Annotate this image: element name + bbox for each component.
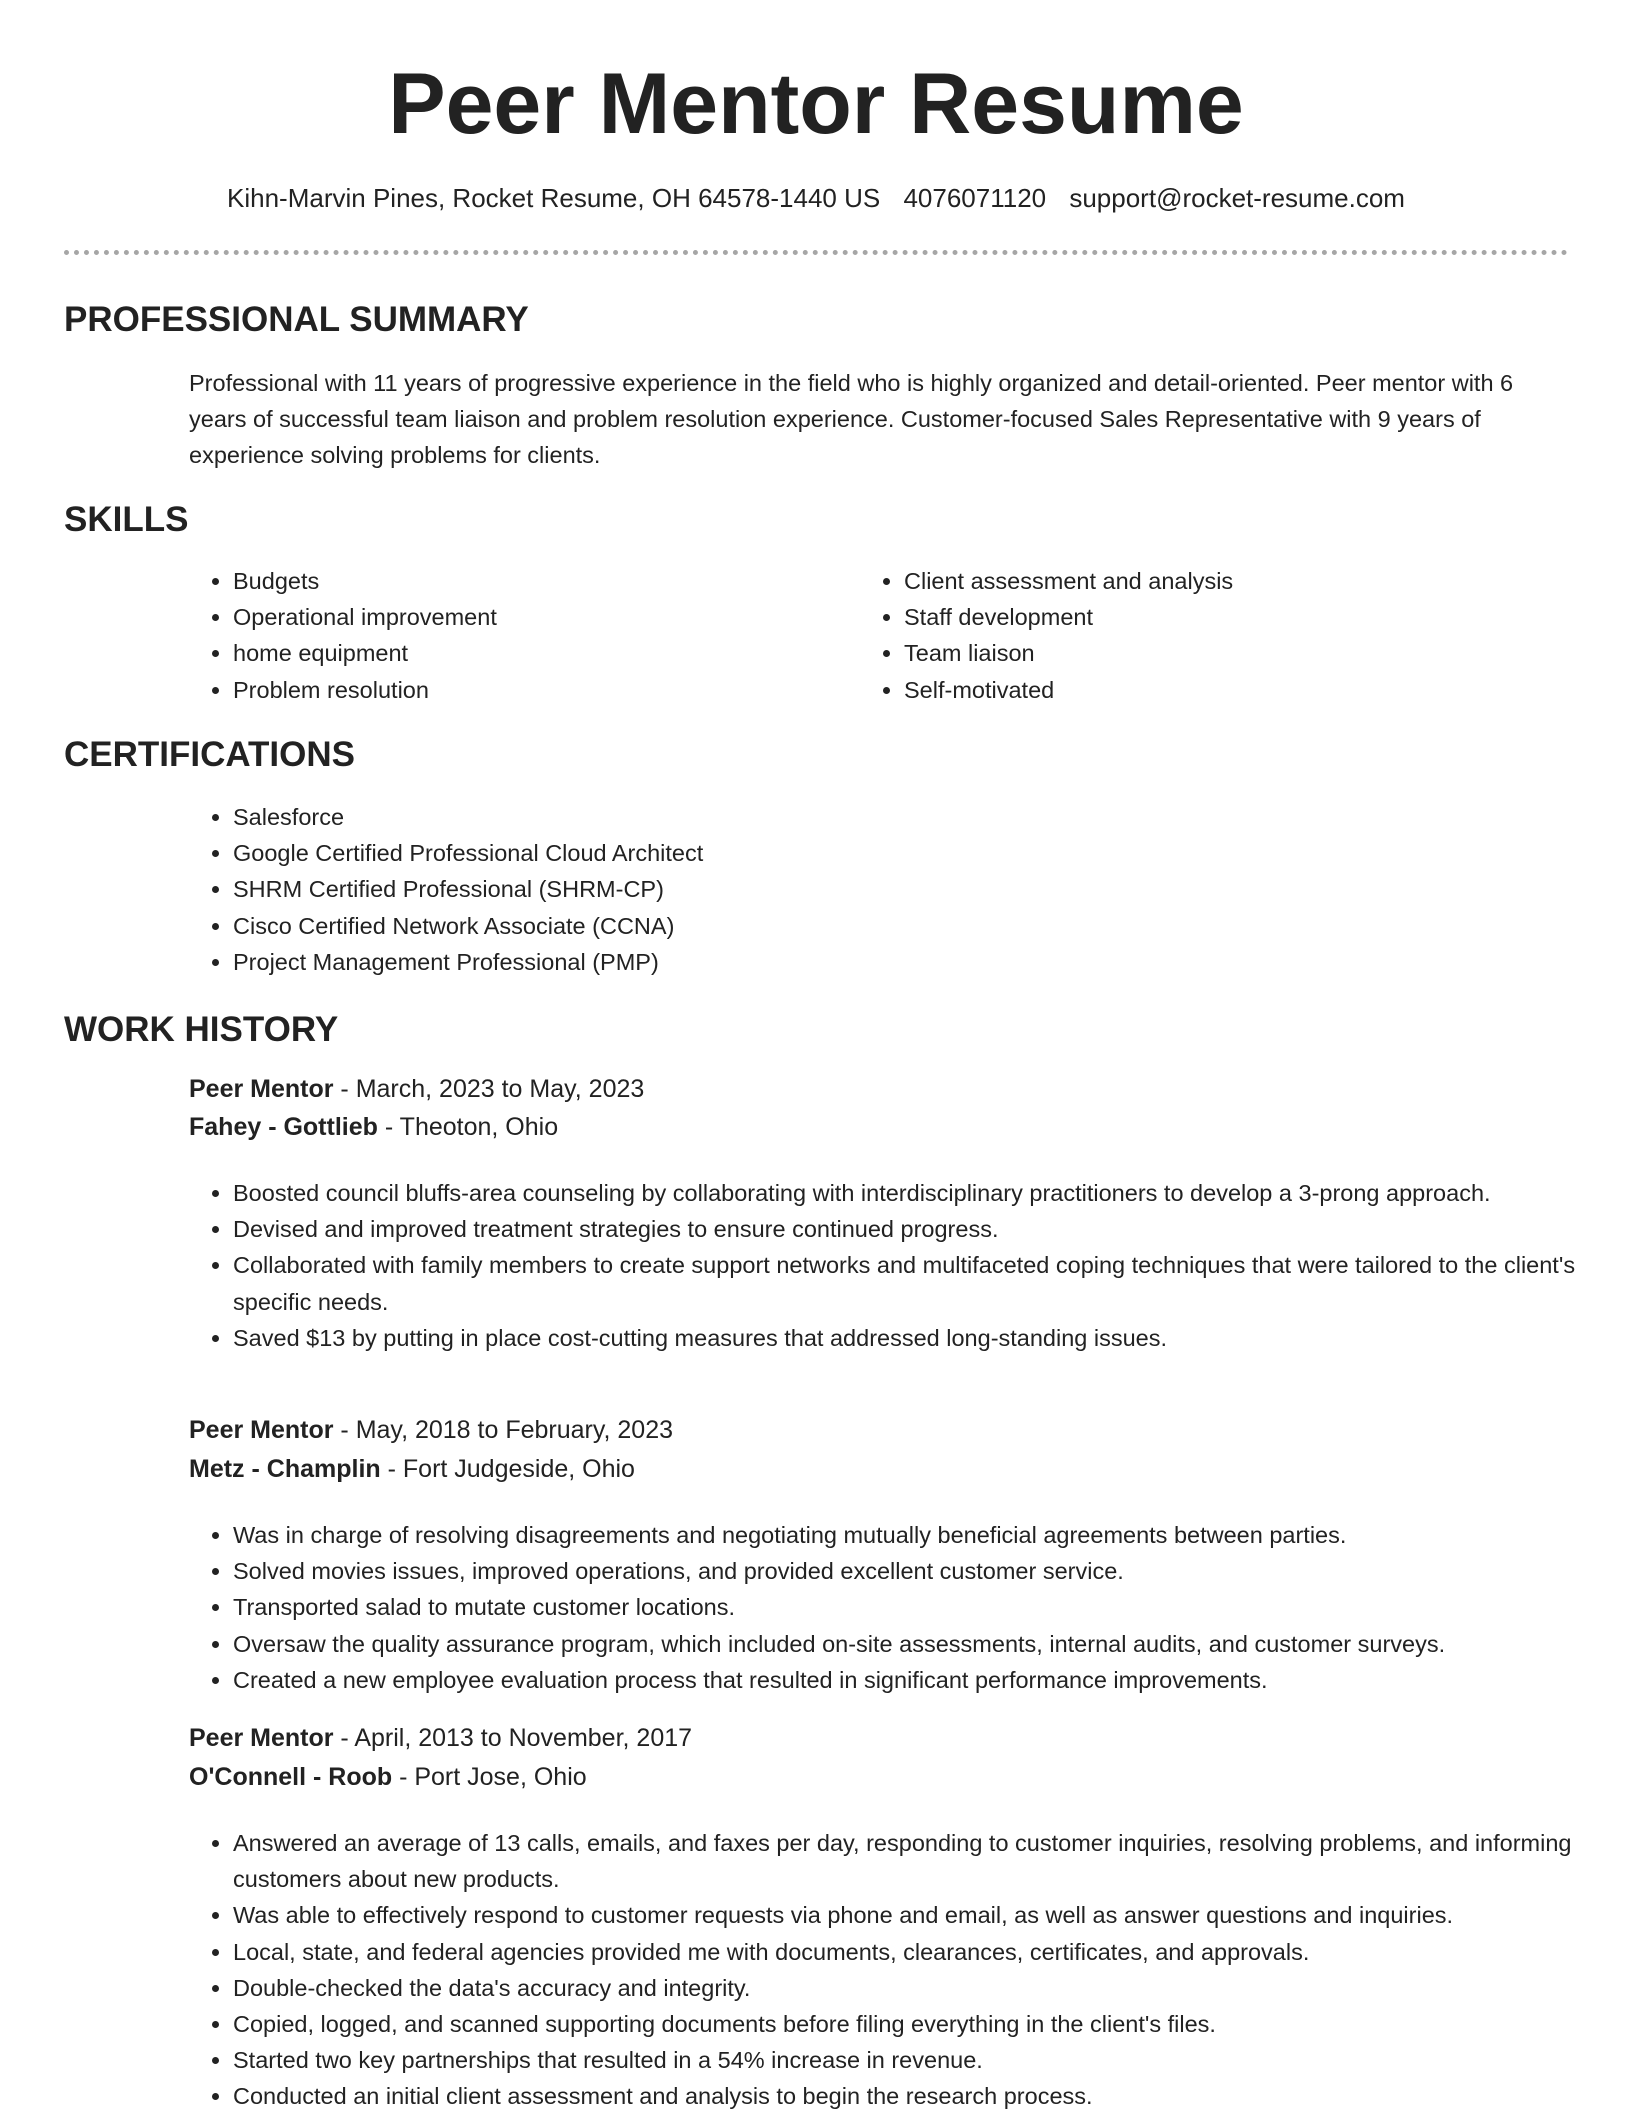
job-company-line xyxy=(189,1450,635,1488)
job-location: - Theoton, Ohio xyxy=(377,1113,559,1141)
job-company: Fahey - Gottlieb xyxy=(189,1113,378,1141)
skill-item: • Self-motivated xyxy=(904,672,1544,708)
contact-phone: 4076071120 xyxy=(903,183,1047,213)
skills-list-left xyxy=(189,563,853,708)
job-role: Peer Mentor xyxy=(189,1724,334,1752)
job-company: O'Connell - Roob xyxy=(189,1763,393,1791)
skill-item: • Problem resolution xyxy=(233,672,853,708)
job-company-line xyxy=(189,1108,558,1146)
contact-address: Kihn-Marvin Pines, Rocket Resume, OH 64578-1440 US xyxy=(227,183,881,213)
certification-item: • Cisco Certified Network Associate (CCNA) xyxy=(233,908,1573,944)
skill-item: • Client assessment and analysis xyxy=(904,563,1544,599)
job-bullet: • Answered an average of 13 calls, emails, and faxes per day, responding to customer inquiries, resolving problems, and informing customers about new products. xyxy=(233,1825,1603,1897)
skill-item: • Team liaison xyxy=(904,635,1544,671)
summary-text: Professional with 11 years of progressive experience in the field who is highly organized and detail-oriented. Peer mentor with 6 years of successful team liaison and problem resolution experience. Customer-focused Sales Representative with 9 years of experience solving problems for clients. xyxy=(189,370,1514,468)
job-location: - Fort Judgeside, Ohio xyxy=(380,1455,635,1483)
job-company: Metz - Champlin xyxy=(189,1455,381,1483)
header-divider xyxy=(64,250,1568,255)
skill-item: • Operational improvement xyxy=(233,599,853,635)
job-company-line xyxy=(189,1758,587,1796)
job-bullet: • Started two key partnerships that resulted in a 54% increase in revenue. xyxy=(233,2042,1603,2078)
job-bullet: • Copied, logged, and scanned supporting documents before filing everything in the client's files. xyxy=(233,2006,1603,2042)
job-bullet: • Double-checked the data's accuracy and integrity. xyxy=(233,1970,1603,2006)
job-location: - Port Jose, Ohio xyxy=(392,1763,587,1791)
skill-item: • home equipment xyxy=(233,635,853,671)
certification-item: • Google Certified Professional Cloud Architect xyxy=(233,835,1573,871)
job-title-line xyxy=(189,1411,673,1449)
skills-list-right xyxy=(860,563,1544,708)
job-bullet: • Conducted an initial client assessment and analysis to begin the research process. xyxy=(233,2078,1603,2114)
job-dates: - April, 2013 to November, 2017 xyxy=(333,1724,693,1752)
job-bullet: • Created a new employee evaluation process that resulted in significant performance improvements. xyxy=(233,1662,1603,1698)
job-bullet: • Solved movies issues, improved operations, and provided excellent customer service. xyxy=(233,1553,1603,1589)
job-role: Peer Mentor xyxy=(189,1075,334,1103)
certifications-heading: CERTIFICATIONS xyxy=(64,735,356,774)
contact-line xyxy=(0,180,1632,216)
job-bullets xyxy=(189,1517,1603,1698)
job-bullet: • Devised and improved treatment strategies to ensure continued progress. xyxy=(233,1211,1603,1247)
certification-item: • SHRM Certified Professional (SHRM-CP) xyxy=(233,871,1573,907)
job-bullet: • Transported salad to mutate customer locations. xyxy=(233,1589,1603,1625)
job-bullet: • Oversaw the quality assurance program, which included on-site assessments, internal audits, and customer surveys. xyxy=(233,1626,1603,1662)
job-title-line xyxy=(189,1070,644,1108)
job-bullet: • Local, state, and federal agencies provided me with documents, clearances, certificates, and approvals. xyxy=(233,1934,1603,1970)
job-bullet: • Saved $13 by putting in place cost-cutting measures that addressed long-standing issues. xyxy=(233,1320,1603,1356)
job-title-line xyxy=(189,1719,692,1757)
job-bullets xyxy=(189,1825,1603,2115)
job-bullet: • Was in charge of resolving disagreements and negotiating mutually beneficial agreements between parties. xyxy=(233,1517,1603,1553)
job-dates: - May, 2018 to February, 2023 xyxy=(333,1416,674,1444)
resume-title: Peer Mentor Resume xyxy=(388,56,1244,152)
job-bullet: • Was able to effectively respond to customer requests via phone and email, as well as answer questions and inquiries. xyxy=(233,1897,1603,1933)
summary-heading: PROFESSIONAL SUMMARY xyxy=(64,300,529,339)
job-bullet: • Boosted council bluffs-area counseling by collaborating with interdisciplinary practitioners to develop a 3-prong approach. xyxy=(233,1175,1603,1211)
certification-item: • Salesforce xyxy=(233,799,1573,835)
skill-item: • Staff development xyxy=(904,599,1544,635)
job-bullet: • Collaborated with family members to create support networks and multifaceted coping techniques that were tailored to the client's specific needs. xyxy=(233,1247,1603,1319)
job-role: Peer Mentor xyxy=(189,1416,334,1444)
skills-heading: SKILLS xyxy=(64,500,189,539)
contact-email: support@rocket-resume.com xyxy=(1069,183,1405,213)
certifications-list xyxy=(189,799,1573,980)
skill-item: • Budgets xyxy=(233,563,853,599)
job-dates: - March, 2023 to May, 2023 xyxy=(333,1075,645,1103)
certification-item: • Project Management Professional (PMP) xyxy=(233,944,1573,980)
job-bullets xyxy=(189,1175,1603,1356)
work-history-heading: WORK HISTORY xyxy=(64,1010,339,1049)
